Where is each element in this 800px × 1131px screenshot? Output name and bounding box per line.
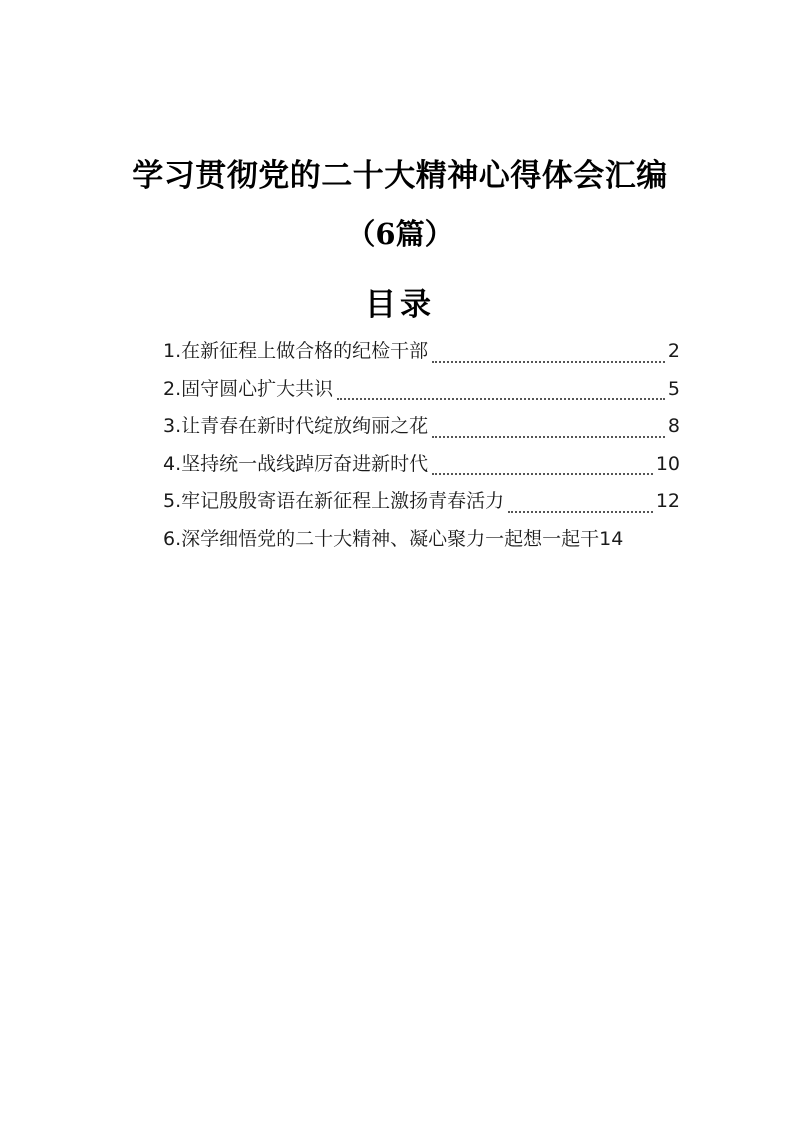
toc-entry-title: 5.牢记殷殷寄语在新征程上激扬青春活力 bbox=[163, 490, 505, 513]
toc-entry[interactable] bbox=[163, 526, 680, 564]
toc-entry-page: 12 bbox=[655, 490, 680, 513]
toc-heading: 目录 bbox=[365, 287, 435, 323]
toc-leader-dots bbox=[337, 398, 665, 400]
toc-leader-dots bbox=[508, 511, 653, 513]
toc-entry-title: 1.在新征程上做合格的纪检干部 bbox=[163, 340, 429, 362]
toc-leader-dots bbox=[432, 473, 653, 475]
toc-leader-dots bbox=[432, 436, 665, 438]
toc-entry-title: 2.固守圆心扩大共识 bbox=[163, 377, 334, 400]
toc-entry-page: 5 bbox=[667, 377, 680, 400]
toc-entry-page: 2 bbox=[667, 340, 680, 362]
toc-entry-title: 3.让青春在新时代绽放绚丽之花 bbox=[163, 415, 429, 438]
toc-entry-title: 4.坚持统一战线踔厉奋进新时代 bbox=[163, 452, 429, 475]
toc-entry-title: 6.深学细悟党的二十大精神、凝心聚力一起想一起干 bbox=[163, 527, 600, 550]
toc-entry[interactable] bbox=[163, 413, 680, 451]
document-subtitle: （6篇） bbox=[346, 217, 454, 251]
table-of-contents bbox=[163, 338, 680, 564]
toc-entry-page: 10 bbox=[655, 452, 680, 475]
document-title: 学习贯彻党的二十大精神心得体会汇编 bbox=[132, 158, 668, 194]
toc-entry[interactable] bbox=[163, 488, 680, 526]
toc-entry[interactable] bbox=[163, 451, 680, 489]
toc-entry-page: 14 bbox=[599, 527, 624, 550]
toc-entry[interactable] bbox=[163, 376, 680, 414]
toc-entry-page: 8 bbox=[667, 415, 680, 438]
toc-leader-dots bbox=[432, 361, 665, 363]
toc-entry[interactable] bbox=[163, 338, 680, 376]
